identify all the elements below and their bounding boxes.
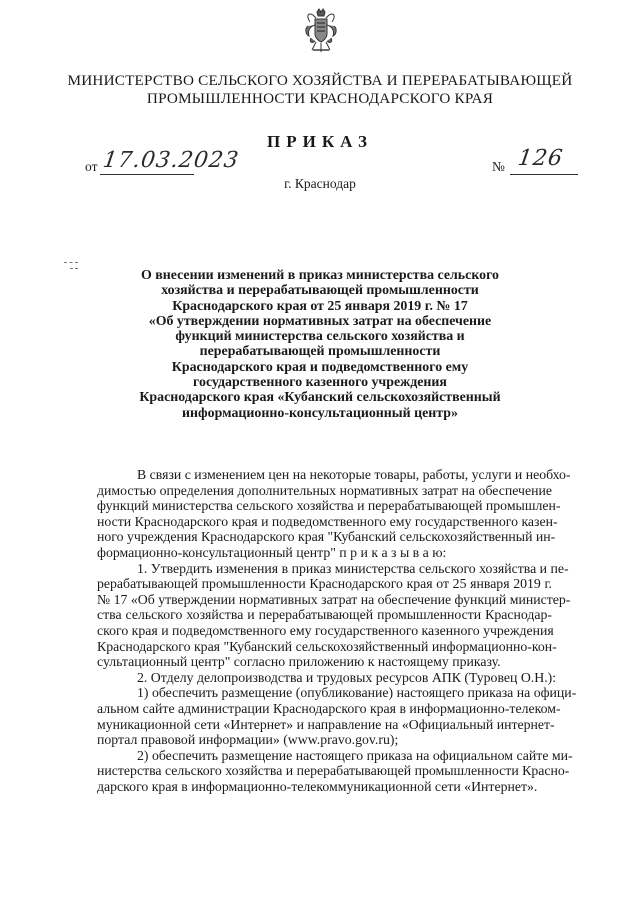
title-line: Краснодарского края «Кубанский сельскохозяйственный (139, 390, 501, 406)
title-line: Краснодарского края и подведомственного ему (171, 359, 469, 375)
title-line: Краснодарского края от 25 января 2019 г. № 17 (172, 298, 468, 314)
order-body (97, 467, 577, 794)
title-line: «Об утверждении нормативных затрат на обеспечение (148, 313, 492, 329)
title-line: перерабатывающей промышленности (199, 344, 441, 360)
number-underline (510, 174, 578, 175)
city-label: г. Краснодар (284, 176, 356, 191)
document-type-heading: ПРИКАЗ (267, 132, 373, 151)
margin-mark (70, 268, 78, 269)
margin-mark (64, 262, 78, 263)
body-line: рерабатывающей промышленности Краснодарского края от 25 января 2019 г. (97, 576, 552, 592)
body-line: 2) обеспечить размещение настоящего приказа на официальном сайте ми- (137, 747, 573, 763)
body-line: сультационный центр" согласно приложению к настоящему приказу. (97, 654, 501, 670)
title-line: информационно-консультационный центр» (182, 405, 458, 421)
title-line: функций министерства сельского хозяйства и (175, 329, 465, 345)
ministry-name-line-2: ПРОМЫШЛЕННОСТИ КРАСНОДАРСКОГО КРАЯ (146, 90, 494, 107)
body-line: № 17 «Об утверждении нормативных затрат на обеспечение функций министер- (97, 591, 571, 607)
date-prefix: от (85, 159, 98, 174)
date-underline (100, 174, 194, 175)
body-line: ного учреждения Краснодарского края "Кубанский сельскохозяйственный ин- (97, 529, 556, 545)
body-line: Краснодарского края "Кубанский сельскохозяйственный информационно-кон- (97, 638, 557, 654)
title-line: государственного казенного учреждения (193, 375, 447, 391)
handwritten-number: 126 (516, 146, 565, 171)
body-line: димостью определения дополнительных нормативных затрат на обеспечение (97, 482, 552, 498)
body-line: дарского края в информационно-телекоммуникационной сети «Интернет». (97, 778, 538, 794)
body-line: ства сельского хозяйства и перерабатывающей промышленности Краснодар- (97, 607, 552, 623)
title-line: хозяйства и перерабатывающей промышленности (161, 283, 479, 299)
body-line: альном сайте администрации Краснодарского края в информационно-телеком- (97, 700, 561, 716)
title-line: О внесении изменений в приказ министерства сельского (140, 268, 499, 283)
body-line: формационно-консультационный центр" п р и к а з ы в а ю: (97, 544, 447, 560)
body-line: 1) обеспечить размещение (опубликование) настоящего приказа на офици- (137, 685, 577, 701)
body-line: ности Краснодарского края и подведомственного ему государственного казен- (97, 513, 558, 529)
body-line: муникационной сети «Интернет» и направление на «Официальный интернет- (97, 716, 555, 732)
body-line: В связи с изменением цен на некоторые товары, работы, услуги и необхо- (137, 467, 571, 482)
ministry-name-line-1: МИНИСТЕРСТВО СЕЛЬСКОГО ХОЗЯЙСТВА И ПЕРЕРАБАТЫВАЮЩЕЙ (67, 72, 573, 89)
body-line: портал правовой информации» (www.pravo.gov.ru); (97, 732, 399, 748)
body-line: ского края и подведомственного ему государственного казенного учреждения (97, 622, 554, 638)
body-line: функций министерства сельского хозяйства и перерабатывающей промышлен- (97, 498, 561, 514)
body-line: 1. Утвердить изменения в приказ министерства сельского хозяйства и пе- (137, 560, 569, 576)
coat-of-arms-icon (304, 8, 338, 56)
number-sign: № (492, 159, 505, 174)
handwritten-date: 17.03.2023 (101, 148, 241, 173)
body-line: 2. Отделу делопроизводства и трудовых ресурсов АПК (Туровец О.Н.): (137, 669, 557, 685)
order-title (120, 268, 520, 421)
body-line: нистерства сельского хозяйства и перерабатывающей промышленности Красно- (97, 763, 570, 779)
